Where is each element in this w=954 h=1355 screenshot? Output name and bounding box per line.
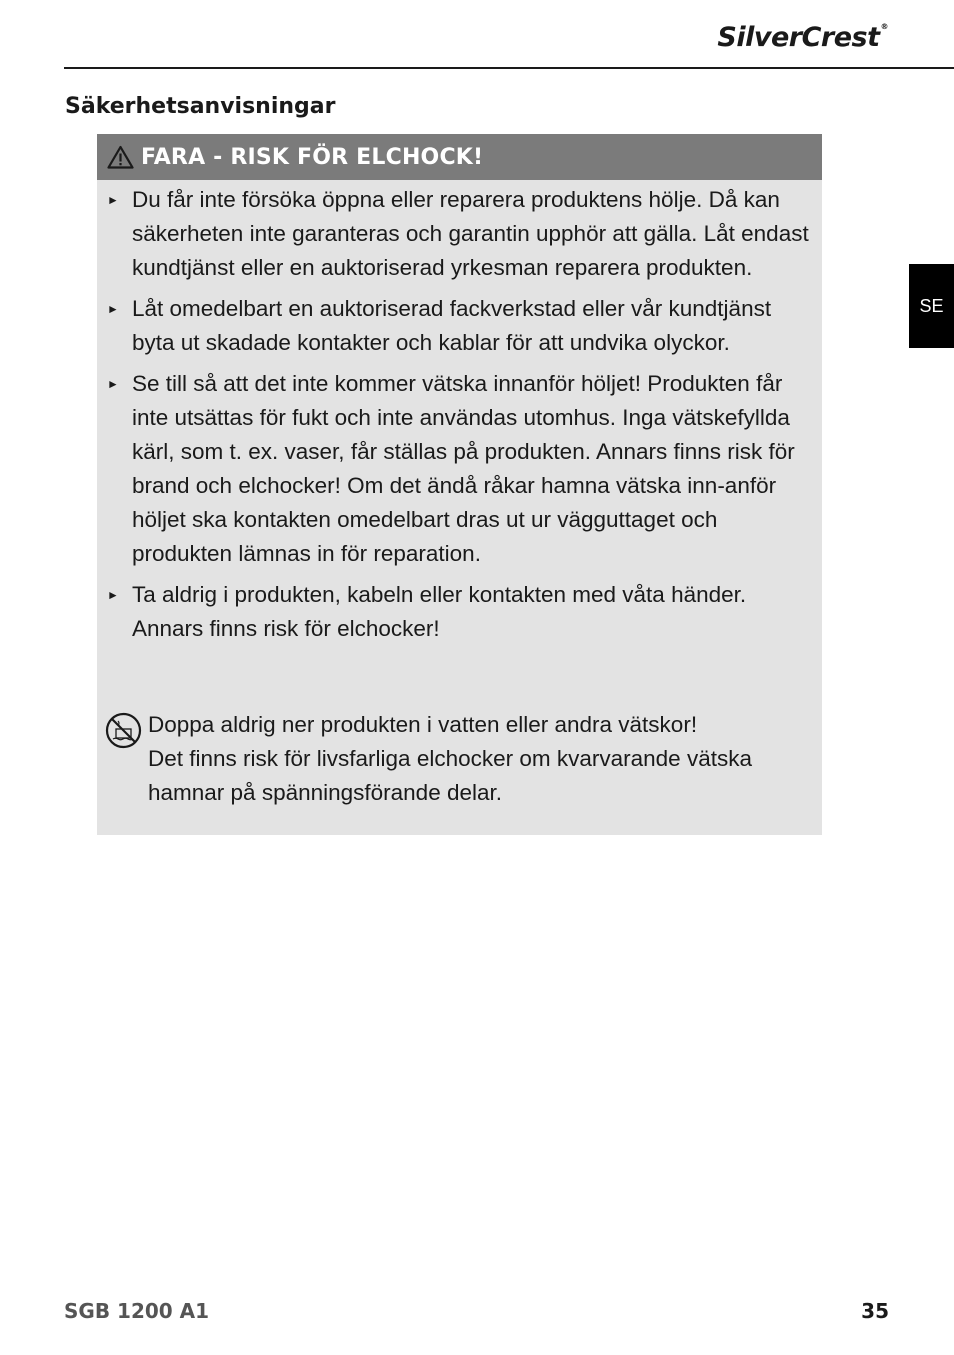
no-immersion-icon xyxy=(105,712,142,749)
list-item xyxy=(97,367,822,571)
prohibition-notice xyxy=(105,708,815,810)
list-item xyxy=(97,292,822,360)
warning-title: FARA - RISK FÖR ELCHOCK! xyxy=(141,144,484,170)
header-divider xyxy=(64,67,954,69)
prohibition-text xyxy=(148,708,815,810)
bullet-arrow-icon: ► xyxy=(107,377,119,391)
list-item-text: Låt omedelbart en auktoriserad fackverkstad eller vår kundtjänst byta ut skadade kontakter och kablar för att undvika olyckor. xyxy=(132,296,772,355)
prohibition-line-1: Doppa aldrig ner produkten i vatten eller andra vätskor! xyxy=(148,712,698,737)
warning-triangle-icon xyxy=(107,145,134,169)
danger-warning-box xyxy=(97,134,822,835)
page-number: 35 xyxy=(861,1299,889,1323)
list-item xyxy=(97,578,822,646)
brand-logo xyxy=(717,22,888,53)
registered-mark: ® xyxy=(880,22,888,31)
bullet-arrow-icon: ► xyxy=(107,588,119,602)
footer-model: SGB 1200 A1 xyxy=(64,1299,210,1323)
list-item-text: Ta aldrig i produkten, kabeln eller kontakten med våta händer. Annars finns risk för elchocker! xyxy=(132,582,747,641)
warning-list xyxy=(97,183,822,653)
list-item-text: Du får inte försöka öppna eller reparera produktens hölje. Då kan säkerheten inte garanteras och garantin upphör att gälla. Låt endast kundtjänst eller en auktoriserad yrkesman reparera produkten. xyxy=(132,187,809,280)
brand-name: SilverCrest xyxy=(717,22,880,53)
bullet-arrow-icon: ► xyxy=(107,193,119,207)
section-title: Säkerhetsanvisningar xyxy=(65,94,336,119)
warning-header xyxy=(97,134,822,180)
prohibition-line-2: Det finns risk för livsfarliga elchocker om kvarvarande vätska hamnar på spänningsförande delar. xyxy=(148,746,752,805)
list-item xyxy=(97,183,822,285)
bullet-arrow-icon: ► xyxy=(107,302,119,316)
language-tab-label: SE xyxy=(919,295,944,316)
list-item-text: Se till så att det inte kommer vätska innanför höljet! Produkten får inte utsättas för fukt och inte användas utomhus. Inga vätskefyllda kärl, som t. ex. vaser, får ställas på produkten. Annars finns risk för brand och elchocker! Om det ändå råkar hamna vätska inn-anför höljet ska kontakten omedelbart dras ut ur vägguttaget och produkten lämnas in för reparation. xyxy=(132,371,795,566)
language-tab xyxy=(909,264,954,348)
